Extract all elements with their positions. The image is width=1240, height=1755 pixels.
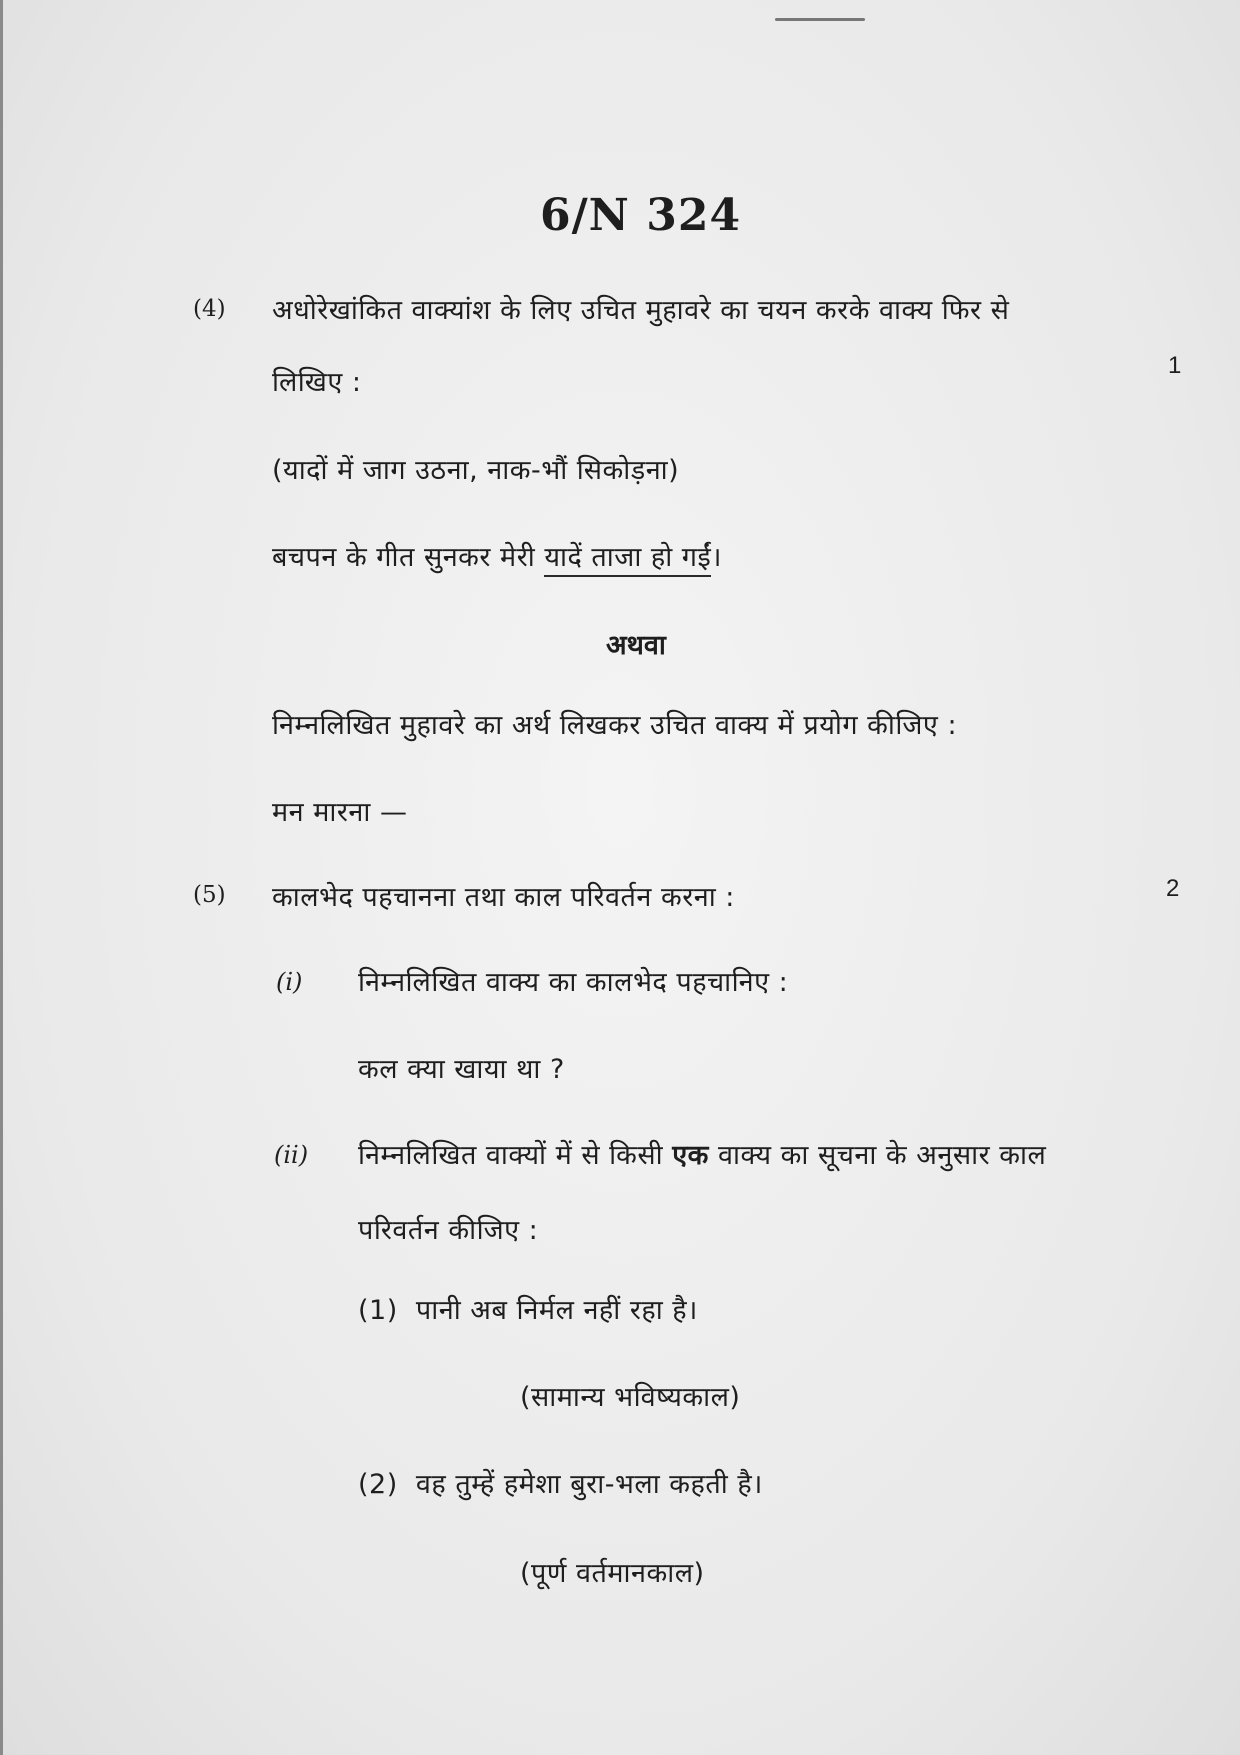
q5-heading: कालभेद पहचानना तथा काल परिवर्तन करना :	[272, 882, 735, 913]
item-1	[358, 1290, 698, 1327]
q4-alt-instruction: निम्नलिखित मुहावरे का अर्थ लिखकर उचित वाक्य में प्रयोग कीजिए :	[272, 710, 958, 741]
item-2-number: (2)	[358, 1469, 398, 1500]
page-edge	[0, 0, 3, 1755]
or-heading: अथवा	[606, 630, 666, 661]
item-2	[358, 1464, 763, 1501]
q4-instruction-line2: लिखिए :	[272, 367, 362, 398]
part-ii-instruction-bold: एक	[672, 1140, 709, 1171]
part-i-sentence: कल क्या खाया था ?	[358, 1054, 565, 1085]
item-2-sentence: वह तुम्हें हमेशा बुरा-भला कहती है।	[415, 1469, 763, 1500]
q4-sentence	[272, 537, 722, 574]
item-1-number: (1)	[358, 1295, 398, 1326]
part-ii-instruction-end: वाक्य का सूचना के अनुसार काल	[708, 1140, 1047, 1171]
paper-code: 6/N 324	[540, 190, 742, 241]
q4-idiom: मन मारना —	[272, 797, 408, 828]
part-i-instruction: निम्नलिखित वाक्य का कालभेद पहचानिए :	[358, 967, 789, 998]
q4-marks: 1	[1168, 352, 1182, 379]
question-number-4: (4)	[193, 296, 226, 322]
question-number-5: (5)	[193, 882, 226, 908]
item-2-hint: (पूर्ण वर्तमानकाल)	[520, 1558, 705, 1589]
part-ii-label: (ii)	[274, 1141, 309, 1169]
q4-underlined-phrase: यादें ताजा हो गईं	[544, 542, 711, 577]
part-ii-instruction-start: निम्नलिखित वाक्यों में से किसी	[358, 1140, 673, 1171]
part-i-label: (i)	[276, 968, 303, 996]
q5-marks: 2	[1166, 875, 1180, 902]
q4-instruction-line1: अधोरेखांकित वाक्यांश के लिए उचित मुहावरे का चयन करके वाक्य फिर से	[272, 295, 1010, 326]
q4-sentence-start: बचपन के गीत सुनकर मेरी	[272, 542, 545, 573]
q4-idiom-options: (यादों में जाग उठना, नाक-भौं सिकोड़ना)	[272, 455, 680, 486]
part-ii-instruction-line2: परिवर्तन कीजिए :	[358, 1215, 539, 1246]
item-1-sentence: पानी अब निर्मल नहीं रहा है।	[415, 1295, 698, 1326]
q4-sentence-end: ।	[711, 542, 722, 573]
item-1-hint: (सामान्य भविष्यकाल)	[520, 1382, 741, 1413]
part-ii-instruction	[358, 1135, 1046, 1172]
scan-mark	[775, 18, 865, 21]
